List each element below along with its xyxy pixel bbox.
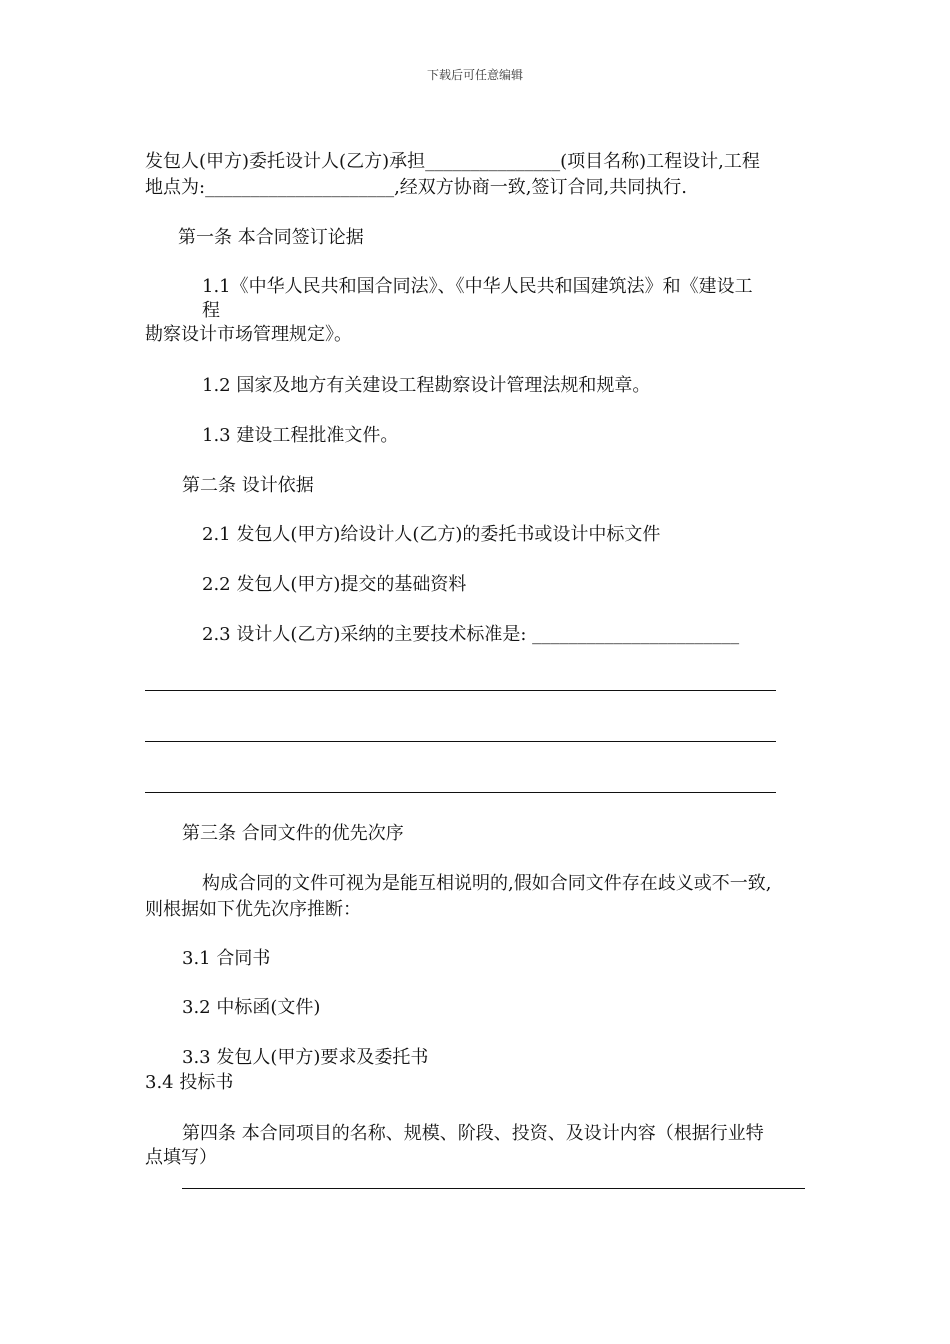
article-2-item-1: 2.1 发包人(甲方)给设计人(乙方)的委托书或设计中标文件 [202,524,661,545]
article-4-title-line-1: 第四条 本合同项目的名称、规模、阶段、投资、及设计内容（根据行业特 [182,1123,764,1144]
intro-line-1: 发包人(甲方)委托设计人(乙方)承担_______________(项目名称)工程设计,工程 [145,151,760,172]
article-1-item-2: 1.2 国家及地方有关建设工程勘察设计管理法规和规章。 [202,375,651,396]
article-3-item-3: 3.3 发包人(甲方)要求及委托书 [182,1047,429,1068]
article-1-item-1-line-1: 1.1《中华人民共和国合同法》、《中华人民共和国建筑法》和《建设工 [202,276,753,297]
article-1-title: 第一条 本合同签订论据 [178,227,364,248]
article-3-para-line-2: 则根据如下优先次序推断： [145,899,361,920]
article-3-item-4: 3.4 投标书 [145,1072,234,1093]
intro-line-2: 地点为:_____________________,经双方协商一致,签订合同,共同执行. [145,177,687,198]
blank-line-2 [145,741,776,742]
blank-line-4 [182,1188,805,1189]
page-header: 下载后可任意编辑 [426,68,523,82]
article-1-item-1-line-3: 勘察设计市场管理规定》。 [145,324,352,345]
article-3-item-1: 3.1 合同书 [182,948,271,969]
blank-line-1 [145,690,776,691]
article-2-item-3: 2.3 设计人(乙方)采纳的主要技术标准是: _______________________ [202,624,740,645]
article-1-item-1-line-2: 程 [202,300,220,321]
article-1-item-3: 1.3 建设工程批准文件。 [202,425,399,446]
article-4-title-line-2: 点填写） [145,1147,217,1168]
article-3-item-2: 3.2 中标函(文件) [182,997,321,1018]
article-2-item-2: 2.2 发包人(甲方)提交的基础资料 [202,574,467,595]
blank-line-3 [145,792,776,793]
article-3-title: 第三条 合同文件的优先次序 [182,823,404,844]
article-2-title: 第二条 设计依据 [182,475,314,496]
article-3-para-line-1: 构成合同的文件可视为是能互相说明的,假如合同文件存在歧义或不一致, [202,873,772,894]
